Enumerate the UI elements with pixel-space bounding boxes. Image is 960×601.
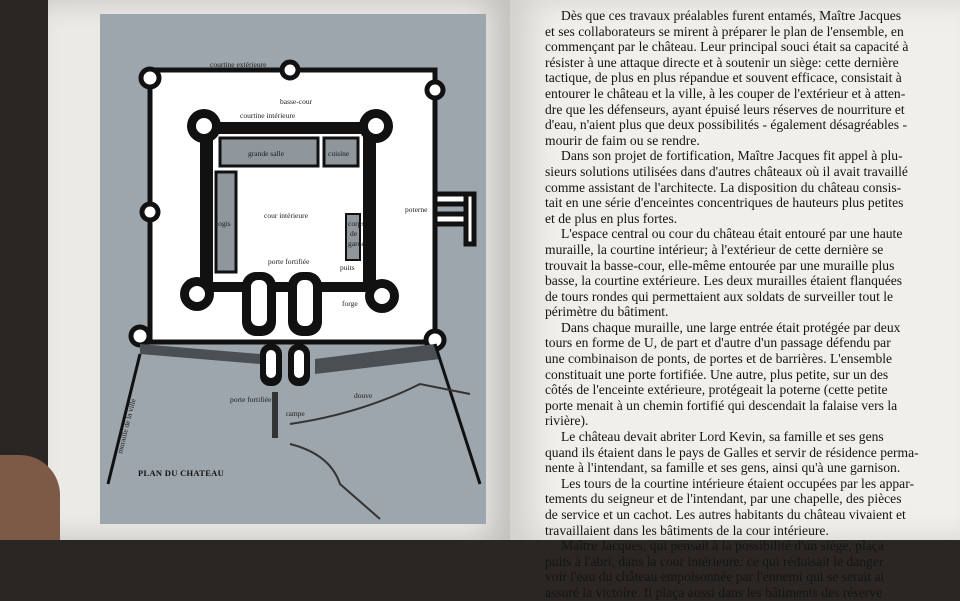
text-line: L'espace central ou cour du château était entouré par une haute (561, 226, 903, 242)
text-line: voir l'eau du château empoisonnée par l'ennemi qui se serait ai (545, 569, 885, 585)
text-line: mourir de faim ou se rendre. (545, 132, 700, 148)
plan-title: PLAN DU CHATEAU (138, 468, 225, 478)
text-line: travaillaient dans les bâtiments de la cour intérieure. (545, 522, 829, 538)
text-line: d'eau, n'aient plus que deux possibilités - également désagréables - (545, 117, 907, 133)
text-line: résister à une attaque directe et à soutenir un siège: cette dernière (545, 54, 899, 70)
label-kitchen: cuisine (328, 149, 350, 158)
text-line: de service et un cachot. Les autres habitants du château vivaient et (545, 507, 906, 522)
text-line: comme assistant de l'architecte. La disposition du château consis- (545, 179, 902, 195)
text-line: côtés de l'enceinte extérieure, protégeait la poterne (cette petite (545, 382, 888, 398)
text-line: basse, la courtine extérieure. Les deux murailles étaient flanquées (545, 273, 903, 289)
text-line: une combinaison de ponts, de portes et de barrières. L'ensemble (545, 351, 893, 367)
label-forge: forge (342, 299, 358, 308)
text-line: puits à l'abri, dans la cour intérieure: ce qui réduisait le danger (545, 553, 884, 569)
town-wall-right (435, 344, 480, 484)
text-line: tements du seigneur et de l'intendant, par une chapelle, des pièces (545, 491, 902, 507)
text-line: tait en une série d'enceintes concentriques de hauteurs plus petites (545, 195, 904, 211)
label-town-wall: muraille de la ville (115, 397, 138, 455)
ramp (272, 392, 278, 438)
label-guard-2: de (350, 229, 358, 238)
text-line: quand ils étaient dans le pays de Galles et servir de résidence perma- (545, 444, 919, 460)
text-line: Dans chaque muraille, une large entrée était protégée par deux (561, 319, 901, 335)
label-guard-3: garde (348, 239, 365, 248)
text-line: tactique, de plus en plus répandue et souvent efficace, consistait à (545, 70, 902, 86)
ditch-hatching-left (140, 344, 260, 364)
castle-plan-plate (100, 14, 486, 524)
text-line: et ses collaborateurs se mirent à préparer le plan de l'ensemble, en (545, 23, 904, 39)
text-line: Maître Jacques, qui pensait à la possibilité d'un siège, plaça (561, 538, 884, 554)
text-line: rivière). (545, 413, 589, 429)
label-logis: logis (216, 219, 231, 228)
text-line: Dans son projet de fortification, Maître Jacques fit appel à plu- (561, 148, 903, 164)
text-line: tours en forme de U, de part et d'autre d'un passage défendu par (545, 335, 891, 351)
label-ramp: rampe (286, 409, 305, 418)
text-line: périmètre du bâtiment. (545, 304, 669, 320)
text-line: constituait une porte fortifiée. Une autre, plus petite, sur un des (545, 366, 889, 382)
text-line: porte menait à un chemin fortifié qui descendait la falaise vers la (545, 397, 898, 413)
text-line: Dès que ces travaux préalables furent entamés, Maître Jacques (561, 8, 902, 23)
text-line: assuré la victoire. Il plaça aussi dans les bâtiments des réserve (545, 584, 883, 600)
text-line: sieurs solutions utilisées dans d'autres châteaux où il avait travaillé (545, 163, 908, 179)
ditch-hatching-right (315, 344, 440, 374)
label-inner-gate: porte fortifiée (268, 257, 310, 266)
text-line: Les tours de la courtine intérieure étaient occupées par les appar- (561, 475, 914, 491)
label-inner-curtain: courtine intérieure (240, 111, 296, 120)
body-text (545, 8, 955, 601)
label-great-hall: grande salle (248, 149, 285, 158)
label-well: puits (340, 263, 355, 272)
label-basse-cour: basse-cour (280, 97, 313, 106)
text-line: muraille, la courtine intérieur; à l'extérieur de cette dernière se (545, 241, 884, 257)
postern-passage (435, 194, 474, 244)
text-line: nente à l'intendant, sa famille et ses gens, ainsi qu'à une garnison. (545, 460, 901, 476)
text-line: commençant par le château. Leur principal souci était sa capacité à (545, 39, 909, 55)
moat-edge (290, 384, 470, 424)
text-line: Le château devait abriter Lord Kevin, sa famille et ses gens (561, 429, 884, 445)
text-line: et de plus en plus fortes. (545, 210, 678, 226)
label-guard-1: corps (348, 219, 365, 228)
text-line: entourer le château et la ville, à les couper de l'extérieur et à atten- (545, 85, 906, 101)
castle-plan-drawing (100, 14, 486, 524)
label-outer-gate: porte fortifiée (230, 395, 272, 404)
river-edge (290, 444, 380, 519)
label-outer-curtain: courtine extérieure (210, 60, 267, 69)
text-line: trouvait la basse-cour, elle-même entourée par une muraille plus (545, 257, 895, 273)
label-inner-courtyard: cour intérieure (264, 211, 308, 220)
text-line: dre que les défenseurs, ayant épuisé leurs réserves de nourriture et (545, 101, 905, 117)
text-line: de tours rondes qui permettaient aux soldats de surveiller tout le (545, 288, 894, 304)
label-moat: douve (354, 391, 373, 400)
label-postern: poterne (405, 205, 428, 214)
